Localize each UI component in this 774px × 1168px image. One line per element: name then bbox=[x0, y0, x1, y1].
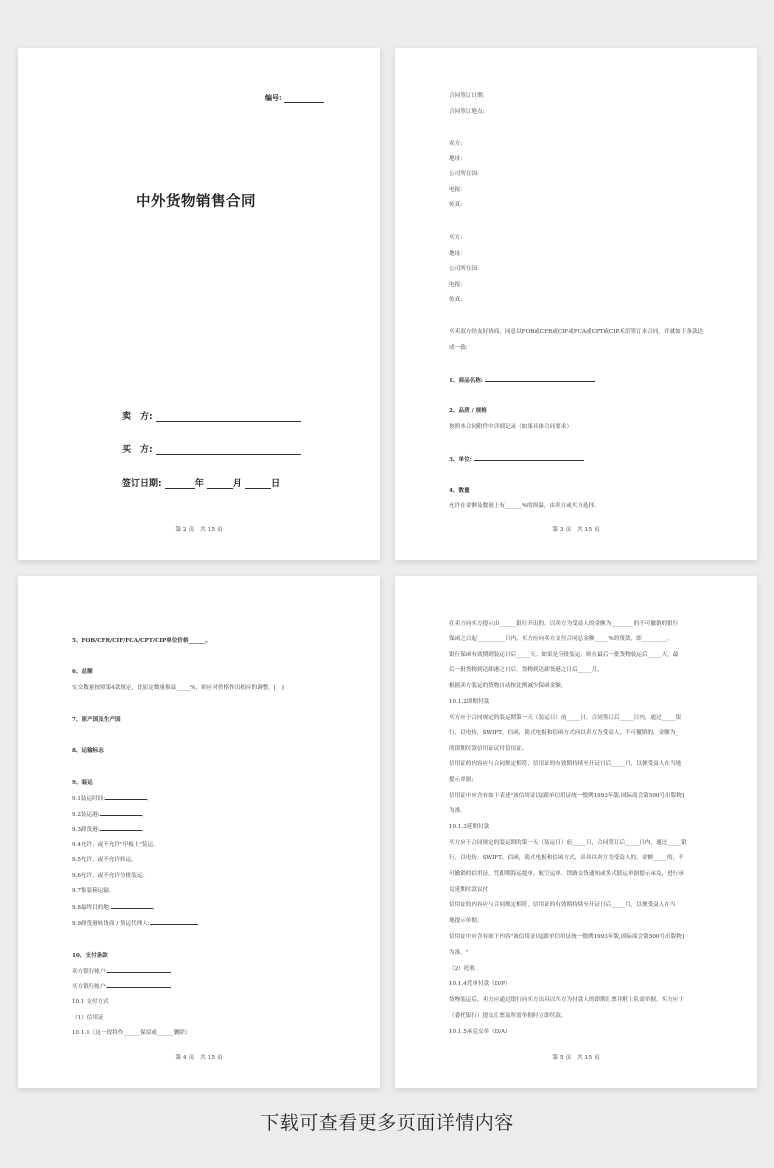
signing-date-row: 签订日期: 年 月 日 bbox=[122, 479, 281, 489]
text-line: 在卖方向买方提示由______银行开出的，以卖方为受益人的金额为________的不可撤销的银行 bbox=[449, 621, 679, 627]
text-line: 合同签订日期: bbox=[449, 93, 485, 99]
text-line: 兑延期付款议付 bbox=[449, 887, 489, 893]
text-line: 买卖双方经友好协商，同意以FOB或CFR或CIF或FCA或CPT或CIP术语签订本合同，并就如下条款达 bbox=[449, 329, 704, 335]
buyer-signature-row: 买 方: bbox=[122, 442, 301, 455]
text-line: （2）托收 bbox=[449, 966, 475, 972]
page-footer: 第 3 页 共 15 页 bbox=[552, 527, 600, 533]
text-line: 的即期付款信用证议付信用证。 bbox=[449, 746, 528, 752]
text-line: 9.3卸货港: 。 bbox=[72, 827, 148, 833]
text-line: 后一批货物到达卸港之日后，货物到达卸货港之日后_____月。 bbox=[449, 667, 603, 673]
text-line: 地址: bbox=[449, 156, 463, 162]
contract-number-blank bbox=[284, 96, 324, 103]
document-page-3 bbox=[18, 576, 380, 1088]
text-line: 合同签订地点: bbox=[449, 109, 485, 115]
document-page-cover bbox=[18, 48, 380, 560]
text-line: 可撤销的信用证，凭即期海运提单、航空运单、铁路交货通知或多式联运单据提示承兑，进行承 bbox=[449, 871, 684, 877]
text-line: 9.7集装箱运输。 bbox=[72, 888, 115, 894]
text-line: 提示单据; bbox=[449, 777, 474, 783]
text-line: 信用证中应含有如下内容"该信用证以[跟单信用证统一惯例1993年版,国际商会第500号出版物] bbox=[449, 934, 685, 940]
text-line: 买方银行帐户: bbox=[72, 982, 171, 991]
text-line: 10.1.4凭单付款（D/P） bbox=[449, 981, 511, 987]
text-line: 保函之日起__________日内，买方应向卖方支付合同总金额_____%的货款，即_________。 bbox=[449, 636, 673, 642]
text-line: 9.5允许，或不允许转运。 bbox=[72, 857, 137, 863]
document-page-4 bbox=[395, 576, 757, 1088]
text-line: 买方应于合同规定的装运期的第一天（装运日）前_____日，合同签订后_____日内，通过_____银 bbox=[449, 840, 687, 846]
section-heading: 6、总额 bbox=[72, 669, 93, 675]
text-line: 9.1装运时间: 。 bbox=[72, 796, 153, 802]
text-line: 公司所在国: bbox=[449, 266, 479, 272]
text-line: 行，以电传，SWIFT，信函，简式电报和信函方式，出具以卖方为受益人的，金额_____的，不 bbox=[449, 855, 684, 861]
text-line: 9.8最终目的地: 。 bbox=[72, 905, 159, 911]
text-line: 按照本合同附件中详细记录（如果具体合同要求） bbox=[449, 424, 573, 430]
text-line: 银行保函有效期到装运日后_____天。如果是分批装运，则在最后一批货物装运后_____天，最 bbox=[449, 652, 679, 658]
text-line: 地提示单据。 bbox=[449, 918, 483, 924]
section-heading: 9、装运 bbox=[72, 780, 93, 786]
section-heading: 5、FOB/CFR/CIF/FCA/CPT/CIP单位价格______。 bbox=[72, 638, 211, 644]
download-caption: 下载可查看更多页面详情内容 bbox=[260, 1112, 514, 1134]
section-heading: 8、运输标志 bbox=[72, 748, 104, 754]
text-line: 传真: bbox=[449, 297, 463, 303]
text-line: 10.1.5承兑交单（D/A） bbox=[449, 1029, 511, 1035]
text-line: 卖方: bbox=[449, 141, 463, 147]
text-line: 10.1.1（这一段将作______保留或______删除） bbox=[72, 1030, 191, 1036]
text-line: 成一致: bbox=[449, 345, 468, 351]
text-line: （1）信用证 bbox=[72, 1015, 104, 1021]
text-line: 根据卖方装运的货物自动按比例减少保函金额。 bbox=[449, 683, 567, 689]
text-line: 卖方银行帐户: bbox=[72, 967, 171, 976]
section-heading: 3、单位: bbox=[449, 455, 584, 464]
text-line: 允许在金额及数量上有______%的损溢，由卖方或买方选择。 bbox=[449, 503, 600, 509]
text-line: 10.1.3延期付款 bbox=[449, 824, 490, 830]
text-line: 地址: bbox=[449, 251, 463, 257]
seller-blank bbox=[156, 413, 301, 422]
text-line: 买方: bbox=[449, 235, 463, 241]
seller-signature-row: 卖 方: bbox=[122, 409, 301, 422]
text-line: 为准。 bbox=[449, 808, 466, 814]
text-line: 9.9卸货港转货商 / 货运代理人: bbox=[72, 919, 198, 928]
text-line: 10.1.2即期付款 bbox=[449, 699, 490, 705]
section-heading: 4、数量 bbox=[449, 488, 470, 494]
text-line: （委托银行）提交汇票及所需单据时立即付款。 bbox=[449, 1013, 567, 1019]
text-line: 电报: bbox=[449, 187, 463, 193]
text-line: 信用证中应含有如下表述"该信用证以[跟单信用证统一惯例1993年版,国际商会第500号出版物] bbox=[449, 793, 685, 799]
document-title: 中外货物销售合同 bbox=[136, 194, 256, 210]
text-line: 信用证的内容应与合同规定相符，信用证的有效期持续至开证日后_____月，以便受益人在当 bbox=[449, 902, 676, 908]
text-line: 买方应于合同规定的装运期第一天（装运日）前_____日，合同签订后_____日内，通过_____银 bbox=[449, 715, 682, 721]
text-line: 为准。" bbox=[449, 950, 469, 956]
text-line: 10.1 支付方式 bbox=[72, 999, 109, 1005]
section-heading: 7、原产国及生产国 bbox=[72, 717, 121, 723]
page-footer: 第 4 页 共 15 页 bbox=[175, 1055, 223, 1061]
text-line: 9.6允许，或不允许分批装运。 bbox=[72, 873, 149, 879]
text-line: 公司所在国: bbox=[449, 171, 479, 177]
text-line: 传真: bbox=[449, 202, 463, 208]
text-line: 行，以电传，SWIFT，信函，简式电报和信函方式向以卖方为受益人，不可撤销的，金额为_ bbox=[449, 730, 679, 736]
text-line: 货物装运后，卖方应通过银行向买方出具以买方为付款人的即期汇票并附上队需单据，买方应于 bbox=[449, 997, 684, 1003]
section-heading: 10、支付条款 bbox=[72, 953, 108, 959]
section-heading: 1、商品名称: bbox=[449, 376, 595, 385]
text-line: 9.2装运港: 。 bbox=[72, 812, 148, 818]
buyer-blank bbox=[156, 446, 301, 455]
text-line: 信用证的内容应与合同规定相符，信用证的有效期持续至开证日后_____月，以便受益人在当地 bbox=[449, 761, 682, 767]
text-line: 9.4允许，或不允许"甲板上"装运。 bbox=[72, 842, 159, 848]
page-footer: 第 5 页 共 15 页 bbox=[552, 1055, 600, 1061]
document-page-2 bbox=[395, 48, 757, 560]
text-line: 实交数量按照第4款规定，比原定数量损益_____%，则应对价格作出相应的调整。[ ] bbox=[72, 685, 284, 691]
text-line: 电报: bbox=[449, 282, 463, 288]
section-heading: 2、品质 / 规格 bbox=[449, 408, 487, 414]
page-footer: 第 2 页 共 15 页 bbox=[175, 527, 223, 533]
contract-number: 编号: bbox=[265, 93, 324, 103]
